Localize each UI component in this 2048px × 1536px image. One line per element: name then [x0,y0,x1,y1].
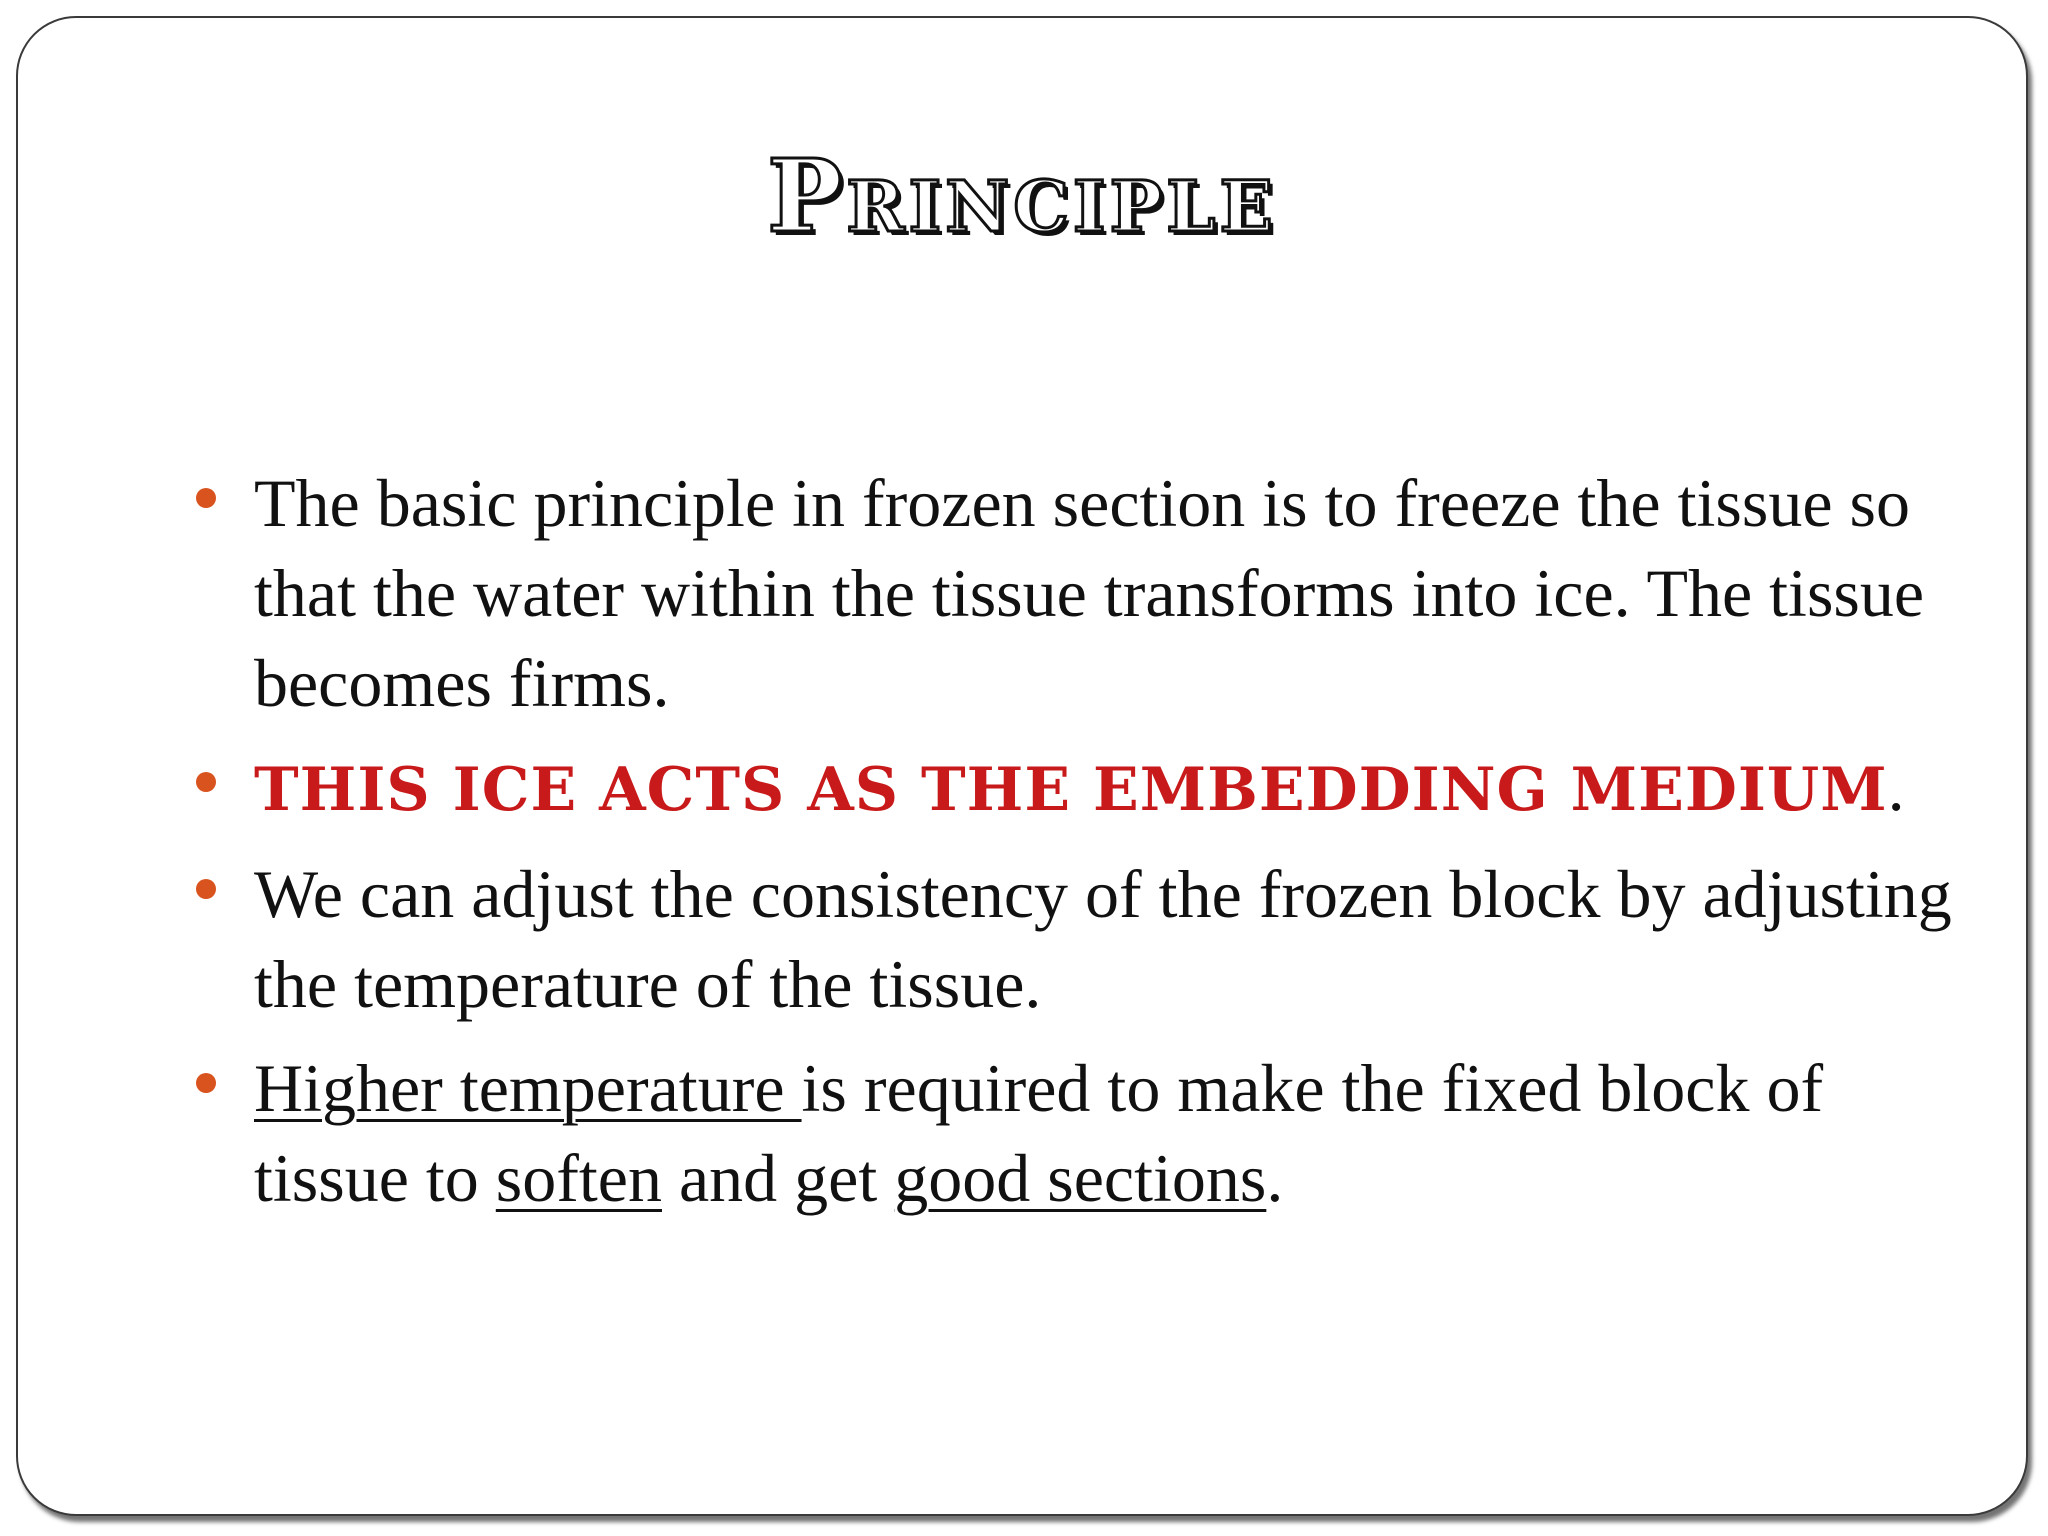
bullet-item-1 [196,458,1956,728]
bullet-text: We can adjust the consistency of the frozen block by adjusting the temperature of the tissue. [254,856,1952,1022]
bullet-text: is required to make the fixed block of tissue to [254,1050,1824,1216]
slide-title: Principle [767,137,1277,255]
bullet-dot-icon [196,488,216,508]
bullet-item-4 [196,1043,1956,1223]
slide [16,16,2028,1516]
bullet-text: . [1266,1140,1284,1216]
bullet-list [196,458,1956,1237]
underlined-phrase-good-sections: good sections [894,1140,1267,1216]
bullet-text: and get [661,1140,895,1216]
underlined-word-soften: soften [495,1140,662,1216]
bullet-dot-icon [196,772,216,792]
bullet-item-3 [196,849,1956,1029]
bullet-dot-icon [196,879,216,899]
underlined-phrase-higher-temperature: Higher temperature [254,1050,802,1126]
bullet-item-2 [196,742,1956,835]
emphasis-text: THIS ICE ACTS AS THE EMBEDDING MEDIUM [254,755,1888,825]
bullet-text: The basic principle in frozen section is to freeze the tissue so that the water within the tissue transforms into ice. The tissue becomes firms. [254,465,1925,721]
bullet-tail: . [1887,749,1905,825]
bullet-dot-icon [196,1073,216,1093]
